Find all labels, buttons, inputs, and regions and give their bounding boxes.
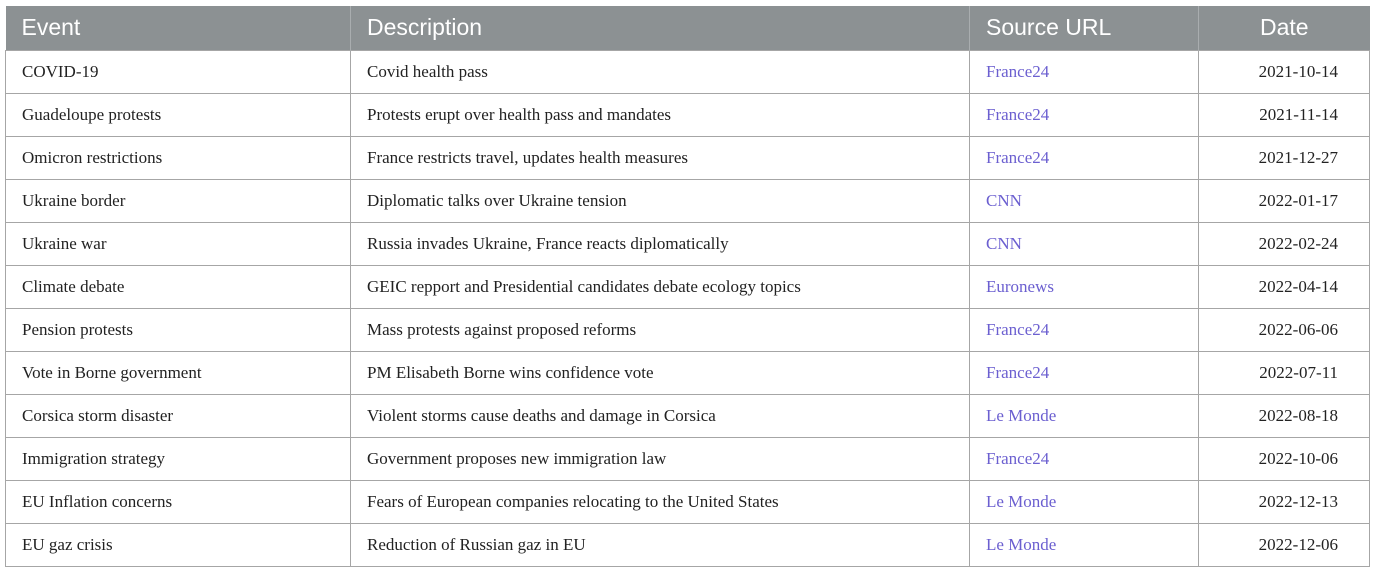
table-row (6, 136, 1370, 179)
cell-event: Omicron restrictions (6, 136, 351, 179)
cell-description: PM Elisabeth Borne wins confidence vote (351, 351, 970, 394)
cell-description: Fears of European companies relocating to the United States (351, 480, 970, 523)
table-row (6, 351, 1370, 394)
cell-event: Corsica storm disaster (6, 394, 351, 437)
cell-date: 2022-07-11 (1199, 351, 1370, 394)
cell-source-link[interactable]: France24 (970, 437, 1199, 480)
cell-source-link[interactable]: France24 (970, 308, 1199, 351)
table-row (6, 50, 1370, 93)
cell-event: Vote in Borne government (6, 351, 351, 394)
cell-description: Violent storms cause deaths and damage in Corsica (351, 394, 970, 437)
cell-description: Russia invades Ukraine, France reacts diplomatically (351, 222, 970, 265)
table-row (6, 179, 1370, 222)
cell-event: Climate debate (6, 265, 351, 308)
header-source-url: Source URL (970, 6, 1199, 50)
table-row (6, 308, 1370, 351)
cell-source-link[interactable]: Le Monde (970, 523, 1199, 566)
cell-event: Guadeloupe protests (6, 93, 351, 136)
cell-event: Ukraine war (6, 222, 351, 265)
cell-description: Reduction of Russian gaz in EU (351, 523, 970, 566)
cell-date: 2022-12-13 (1199, 480, 1370, 523)
header-row (6, 6, 1370, 50)
cell-description: France restricts travel, updates health measures (351, 136, 970, 179)
table-row (6, 222, 1370, 265)
header-date: Date (1199, 6, 1370, 50)
cell-event: Pension protests (6, 308, 351, 351)
table-row (6, 523, 1370, 566)
cell-source-link[interactable]: France24 (970, 136, 1199, 179)
cell-event: Ukraine border (6, 179, 351, 222)
table-row (6, 265, 1370, 308)
cell-source-link[interactable]: Le Monde (970, 480, 1199, 523)
table-body (6, 50, 1370, 566)
cell-event: EU Inflation concerns (6, 480, 351, 523)
cell-date: 2022-06-06 (1199, 308, 1370, 351)
cell-date: 2021-12-27 (1199, 136, 1370, 179)
cell-date: 2021-11-14 (1199, 93, 1370, 136)
cell-description: Government proposes new immigration law (351, 437, 970, 480)
table-row (6, 480, 1370, 523)
cell-source-link[interactable]: Euronews (970, 265, 1199, 308)
cell-date: 2022-02-24 (1199, 222, 1370, 265)
events-table (5, 6, 1370, 567)
cell-source-link[interactable]: France24 (970, 351, 1199, 394)
table-header (6, 6, 1370, 50)
cell-date: 2021-10-14 (1199, 50, 1370, 93)
cell-source-link[interactable]: CNN (970, 222, 1199, 265)
cell-date: 2022-10-06 (1199, 437, 1370, 480)
cell-description: GEIC repport and Presidential candidates debate ecology topics (351, 265, 970, 308)
cell-description: Mass protests against proposed reforms (351, 308, 970, 351)
cell-date: 2022-12-06 (1199, 523, 1370, 566)
table-row (6, 394, 1370, 437)
header-event: Event (6, 6, 351, 50)
cell-date: 2022-04-14 (1199, 265, 1370, 308)
cell-description: Diplomatic talks over Ukraine tension (351, 179, 970, 222)
cell-source-link[interactable]: CNN (970, 179, 1199, 222)
cell-date: 2022-01-17 (1199, 179, 1370, 222)
cell-source-link[interactable]: France24 (970, 93, 1199, 136)
cell-source-link[interactable]: Le Monde (970, 394, 1199, 437)
table-row (6, 437, 1370, 480)
cell-date: 2022-08-18 (1199, 394, 1370, 437)
cell-event: EU gaz crisis (6, 523, 351, 566)
cell-event: COVID-19 (6, 50, 351, 93)
header-description: Description (351, 6, 970, 50)
cell-description: Protests erupt over health pass and mandates (351, 93, 970, 136)
cell-description: Covid health pass (351, 50, 970, 93)
cell-source-link[interactable]: France24 (970, 50, 1199, 93)
events-table-container (5, 6, 1369, 567)
cell-event: Immigration strategy (6, 437, 351, 480)
table-row (6, 93, 1370, 136)
